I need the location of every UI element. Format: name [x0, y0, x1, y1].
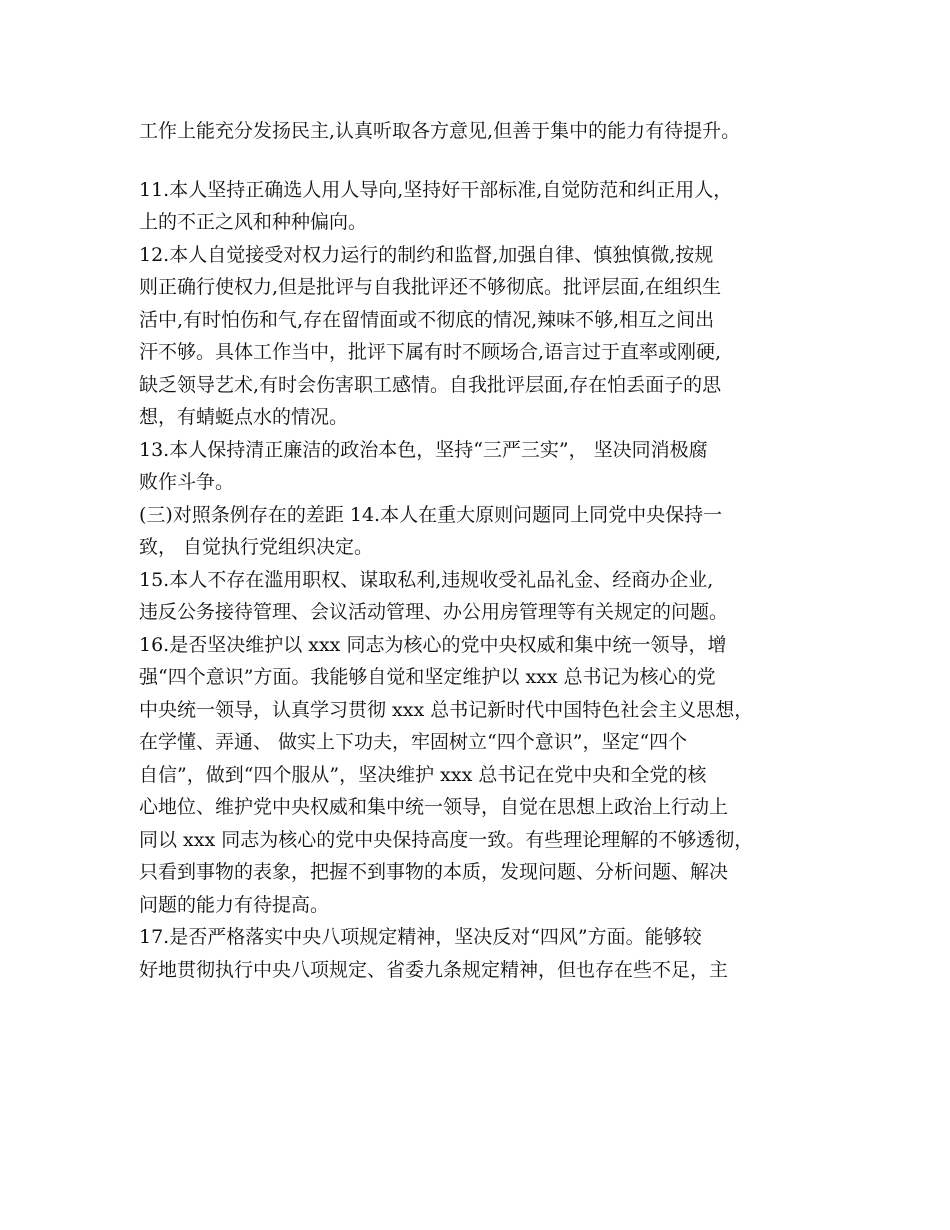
text-line: 强“四个意识”方面。我能够自觉和坚定维护以 xxx 总书记为核心的党	[139, 666, 716, 688]
text-line: 致， 自觉执行党组织决定。	[139, 536, 374, 558]
text-line: (三)对照条例存在的差距 14.本人在重大原则问题同上同党中央保持一	[139, 503, 723, 526]
text-line: 好地贯彻执行中央八项规定、省委九条规定精神，但也存在些不足，主	[139, 958, 729, 981]
text-line: 在学懂、弄通、 做实上下功夫，牢固树立“四个意识”，坚定“四个	[139, 731, 688, 753]
text-line: 17.是否严格落实中央八项规定精神，坚决反对“四风”方面。能够较	[139, 926, 702, 948]
text-line: 自信”，做到“四个服从”，坚决维护 xxx 总书记在党中央和全党的核	[139, 763, 707, 786]
text-line: 汗不够。具体工作当中，批评下属有时不顾场合,语言过于直率或刚硬,	[139, 341, 722, 363]
text-line: 中央统一领导，认真学习贯彻 xxx 总书记新时代中国特色社会主义思想，	[139, 698, 754, 721]
text-line: 问题的能力有待提高。	[139, 893, 330, 916]
text-line: 活中,有时怕伤和气,存在留情面或不彻底的情况,辣味不够,相互之间出	[139, 308, 715, 331]
text-line: 12.本人自觉接受对权力运行的制约和监督,加强自律、慎独慎微,按规	[139, 243, 714, 266]
text-line: 心地位、维护党中央权威和集中统一领导，自觉在思想上政治上行动上	[139, 796, 729, 818]
text-line: 违反公务接待管理、会议活动管理、办公用房管理等有关规定的问题。	[139, 601, 729, 623]
paragraph-gap	[139, 148, 829, 174]
text-line: 想，有蜻蜓点水的情况。	[139, 406, 349, 428]
text-line: 缺乏领导艺术,有时会伤害职工感情。自我批评层面,存在怕丢面子的思	[139, 373, 722, 396]
text-line: 败作斗争。	[139, 471, 235, 493]
text-line: 16.是否坚决维护以 xxx 同志为核心的党中央权威和集中统一领导，增	[139, 633, 727, 656]
text-line: 工作上能充分发扬民主,认真听取各方意见,但善于集中的能力有待提升。	[139, 120, 741, 142]
text-line: 13.本人保持清正廉洁的政治本色，坚持“三严三实”， 坚决同消极腐	[139, 438, 708, 461]
text-line: 上的不正之风和种种偏向。	[139, 211, 368, 233]
text-line: 同以 xxx 同志为核心的党中央保持高度一致。有些理论理解的不够透彻，	[139, 828, 754, 851]
text-line: 15.本人不存在滥用职权、谋取私利,违规收受礼品礼金、经商办企业,	[139, 568, 714, 591]
text-line: 只看到事物的表象，把握不到事物的本质，发现问题、分析问题、解决	[139, 861, 729, 883]
text-line: 则正确行使权力,但是批评与自我批评还不够彻底。批评层面,在组织生	[139, 276, 722, 298]
text-line: 11.本人坚持正确选人用人导向,坚持好干部标准,自觉防范和纠正用人，	[139, 178, 733, 201]
document-body	[139, 115, 829, 986]
